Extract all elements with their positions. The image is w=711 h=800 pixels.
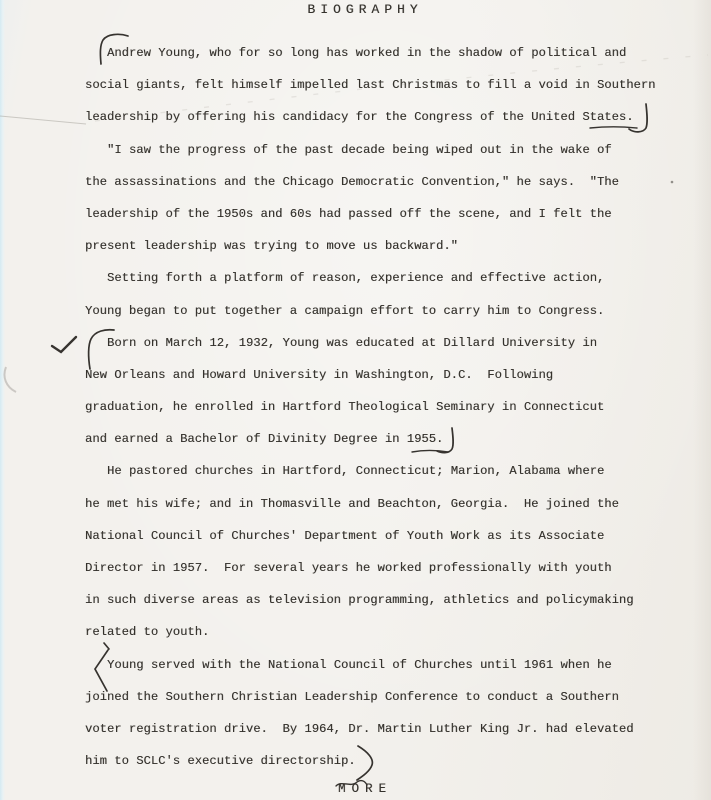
text-line: New Orleans and Howard University in Washington, D.C. Following xyxy=(85,367,554,382)
text-line: voter registration drive. By 1964, Dr. Martin Luther King Jr. had elevated xyxy=(85,721,634,736)
text-line: joined the Southern Christian Leadership Conference to conduct a Southern xyxy=(85,689,619,704)
text-line: "I saw the progress of the past decade being wiped out in the wake of xyxy=(107,142,612,157)
text-line: leadership by offering his candidacy for the Congress of the United States. xyxy=(85,110,634,125)
text-line: social giants, felt himself impelled last Christmas to fill a void in Southern xyxy=(85,78,656,93)
text-line: Director in 1957. For several years he worked professionally with youth xyxy=(85,561,612,575)
text-line: in such diverse areas as television programming, athletics and policymaking xyxy=(85,593,634,608)
text-line: present leadership was trying to move us backward." xyxy=(85,239,458,254)
text-line: leadership of the 1950s and 60s had passed off the scene, and I felt the xyxy=(85,206,612,221)
scan-right-shadow xyxy=(693,0,711,800)
text-line: Andrew Young, who for so long has worked in the shadow of political and xyxy=(107,46,627,60)
paper-edge-nick xyxy=(4,367,16,392)
text-line: National Council of Churches' Department of Youth Work as its Associate xyxy=(85,528,605,543)
text-line: him to SCLC's executive directorship. xyxy=(85,754,356,769)
text-line: and earned a Bachelor of Divinity Degree in 1955. xyxy=(85,432,444,447)
paragraph-5 xyxy=(85,455,685,648)
scan-edge-strip xyxy=(0,0,5,800)
paragraph-6 xyxy=(85,649,685,778)
checkmark-icon xyxy=(52,337,76,352)
document-body xyxy=(85,37,685,777)
text-line: Young began to put together a campaign effort to carry him to Congress. xyxy=(85,303,605,318)
paper-crease-line xyxy=(0,116,86,124)
text-line: Born on March 12, 1932, Young was educated at Dillard University in xyxy=(107,335,598,350)
text-line: graduation, he enrolled in Hartford Theological Seminary in Connecticut xyxy=(85,400,605,415)
paragraph-3 xyxy=(85,262,685,326)
text-line: He pastored churches in Hartford, Connecticut; Marion, Alabama where xyxy=(107,464,605,479)
paragraph-1 xyxy=(85,37,685,134)
text-line: related to youth. xyxy=(85,625,210,640)
text-line: Young served with the National Council of Churches until 1961 when he xyxy=(107,657,612,672)
paragraph-4 xyxy=(85,327,685,456)
text-line: the assassinations and the Chicago Democratic Convention," he says. "The xyxy=(85,174,619,189)
page-title: BIOGRAPHY xyxy=(307,2,423,17)
page-footer-more: MORE xyxy=(337,782,392,796)
text-line: he met his wife; and in Thomasville and Beachton, Georgia. He joined the xyxy=(85,496,619,511)
text-line: Setting forth a platform of reason, experience and effective action, xyxy=(107,271,605,286)
paragraph-2 xyxy=(85,134,685,263)
